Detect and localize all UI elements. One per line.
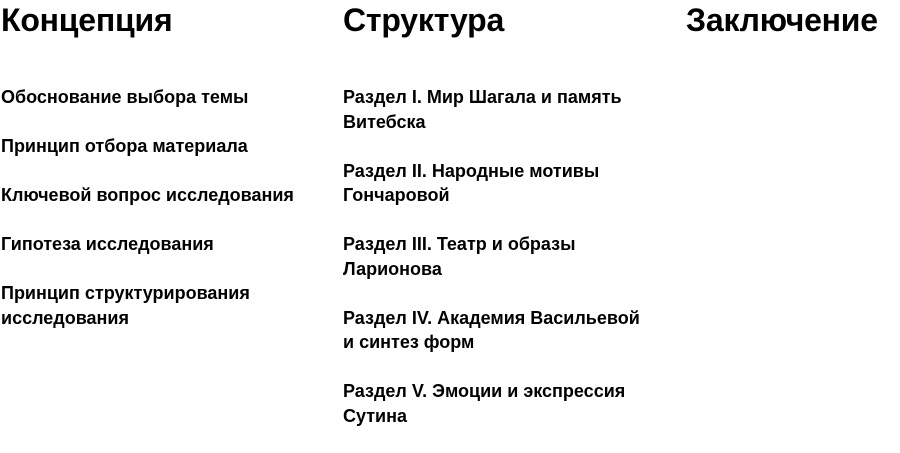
concept-item-structuring-principle: Принцип структурирования исследования [1,283,250,328]
structure-column [343,0,663,426]
structure-list [343,85,643,453]
structure-heading: Структура [343,2,505,38]
conclusion-heading: Заключение [686,2,878,38]
structure-item-section-1: Раздел I. Мир Шагала и память Витебска [343,87,622,132]
structure-item-section-3: Раздел III. Театр и образы Ларионова [343,234,576,279]
concept-heading: Концепция [1,2,173,38]
concept-item-key-question: Ключевой вопрос исследования [1,185,294,205]
structure-item-section-5: Раздел V. Эмоции и экспрессия Сутина [343,381,626,426]
concept-item-material-selection: Принцип отбора материала [1,136,248,156]
concept-item-rationale: Обоснование выбора темы [1,87,249,107]
concept-item-hypothesis: Гипотеза исследования [1,234,214,254]
structure-item-section-2: Раздел II. Народные мотивы Гончаровой [343,160,600,205]
conclusion-column [686,0,900,40]
concept-column [1,0,321,328]
concept-list [1,85,301,355]
structure-item-section-4: Раздел IV. Академия Васильевой и синтез форм [343,307,640,352]
